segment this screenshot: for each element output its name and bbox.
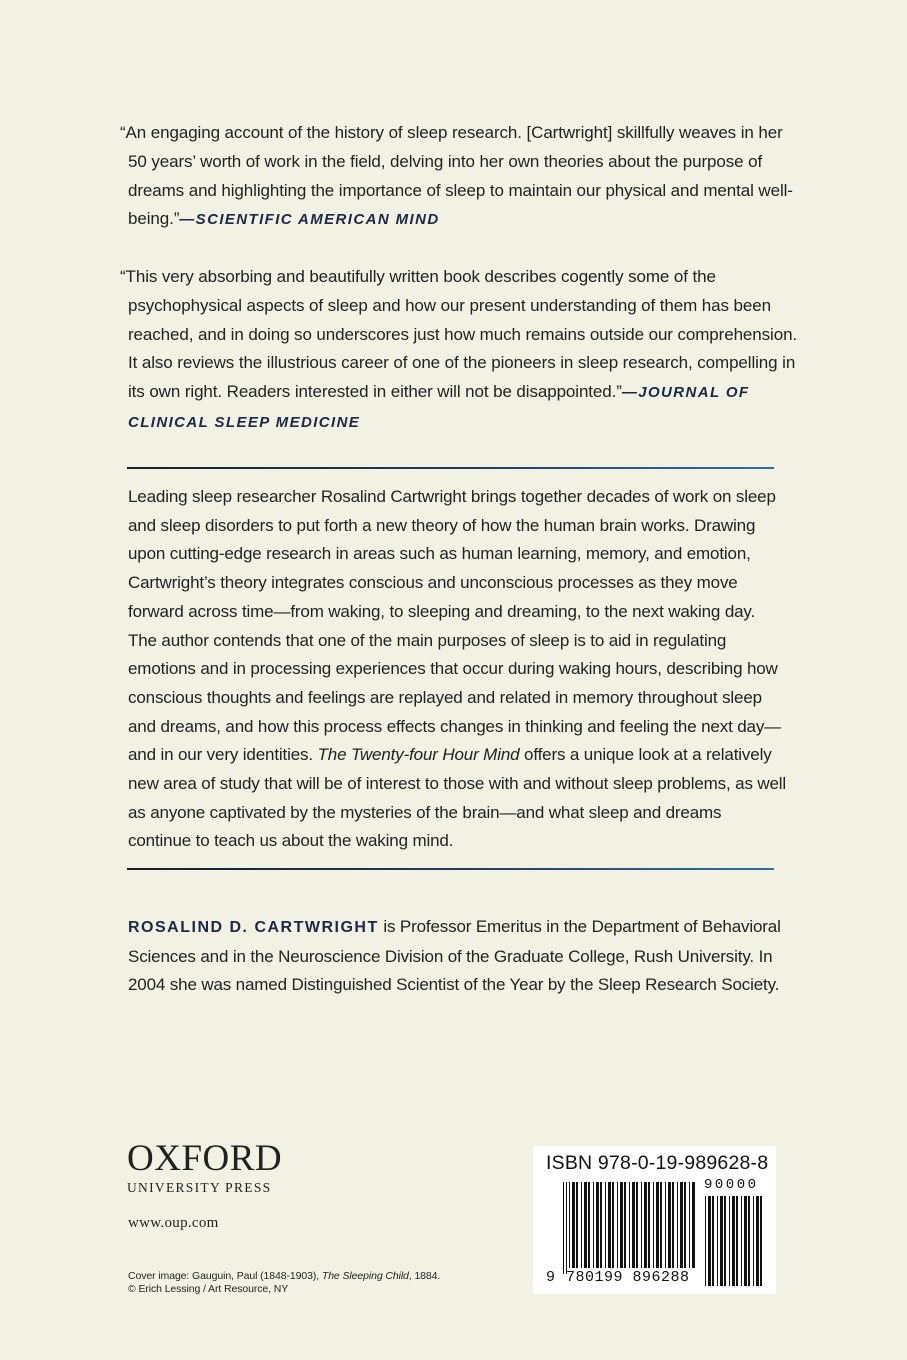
- description-part-1: Leading sleep researcher Rosalind Cartwright brings together decades of work on sleep and sleep disorders to put forth a new theory of how the human brain works. Drawing upon cutting-edge research in areas such as human learning, memory, and emotion, Cartwright’s theory integrates conscious and unconscious processes as they move forward across time—from waking, to sleeping and dreaming, to the next waking day. The author contends that one of the main purposes of sleep is to aid in regulating emotions and in processing experiences that occur during waking hours, describing how conscious thoughts and feelings are replayed and related in memory throughout sleep and dreams, and how this process effects changes in thinking and feeling the next day—and in our very identities.: [128, 487, 782, 765]
- quote-2-text: “This very absorbing and beautifully written book describes cogently some of the psychophysical aspects of sleep and how our present understanding of them has been reached, and in doing so underscores just how much remains outside our comprehension. It also reviews the illustrious career of one of the pioneers in sleep research, compelling in its own right. Readers interested in either will not be disappointed.”: [120, 267, 798, 402]
- barcode-lead-digit: 9: [546, 1269, 556, 1286]
- divider-rule-top: [127, 467, 774, 469]
- cover-credit-line-2: © Erich Lessing / Art Resource, NY: [128, 1283, 289, 1295]
- quote-2: [120, 263, 798, 438]
- publisher-website: www.oup.com: [128, 1215, 219, 1231]
- quote-1-source: —SCIENTIFIC AMERICAN MIND: [179, 211, 440, 229]
- author-name: ROSALIND D. CARTWRIGHT: [128, 919, 379, 936]
- publisher-name: OXFORD: [127, 1138, 283, 1179]
- credit-suffix: , 1884.: [408, 1270, 441, 1282]
- barcode-addon-number: 90000: [704, 1177, 759, 1193]
- cover-credit-line-1: [128, 1270, 440, 1283]
- credit-prefix: Cover image: Gauguin, Paul (1848-1903),: [128, 1270, 322, 1282]
- quote-1-text: “An engaging account of the history of sleep research. [Cartwright] skillfully weaves in her 50 years’ worth of work in the field, delving into her own theories about the purpose of dreams and highlighting the importance of sleep to maintain our physical and mental well-being.”: [120, 123, 793, 229]
- isbn-number: ISBN 978-0-19-989628-8: [546, 1152, 769, 1174]
- author-bio: [128, 913, 788, 1000]
- publisher-logo: [127, 1140, 282, 1196]
- isbn-barcode: [533, 1146, 776, 1294]
- quote-1: [120, 119, 798, 235]
- credit-artwork: The Sleeping Child: [321, 1270, 409, 1282]
- cover-credit: [128, 1270, 440, 1296]
- description-part-2: offers a unique look at a relatively new area of study that will be of interest to those with and without sleep problems, as well as anyone captivated by the mysteries of the brain—and what sleep and dreams continue to teach us about the waking mind.: [128, 745, 787, 851]
- description-book-title: The Twenty-four Hour Mind: [317, 745, 520, 765]
- quote-2-source: —JOURNAL OF CLINICAL SLEEP MEDICINE: [128, 384, 750, 431]
- book-description: [128, 483, 788, 856]
- barcode-digits: 780199 896288: [566, 1269, 690, 1286]
- author-bio-text: is Professor Emeritus in the Department of Behavioral Sciences and in the Neuroscience Division of the Graduate College, Rush University. In 2004 she was named Distinguished Scientist of the Year by the Sleep Research Society.: [128, 917, 781, 994]
- publisher-subtitle: UNIVERSITY PRESS: [127, 1180, 272, 1195]
- divider-rule-bottom: [127, 868, 774, 870]
